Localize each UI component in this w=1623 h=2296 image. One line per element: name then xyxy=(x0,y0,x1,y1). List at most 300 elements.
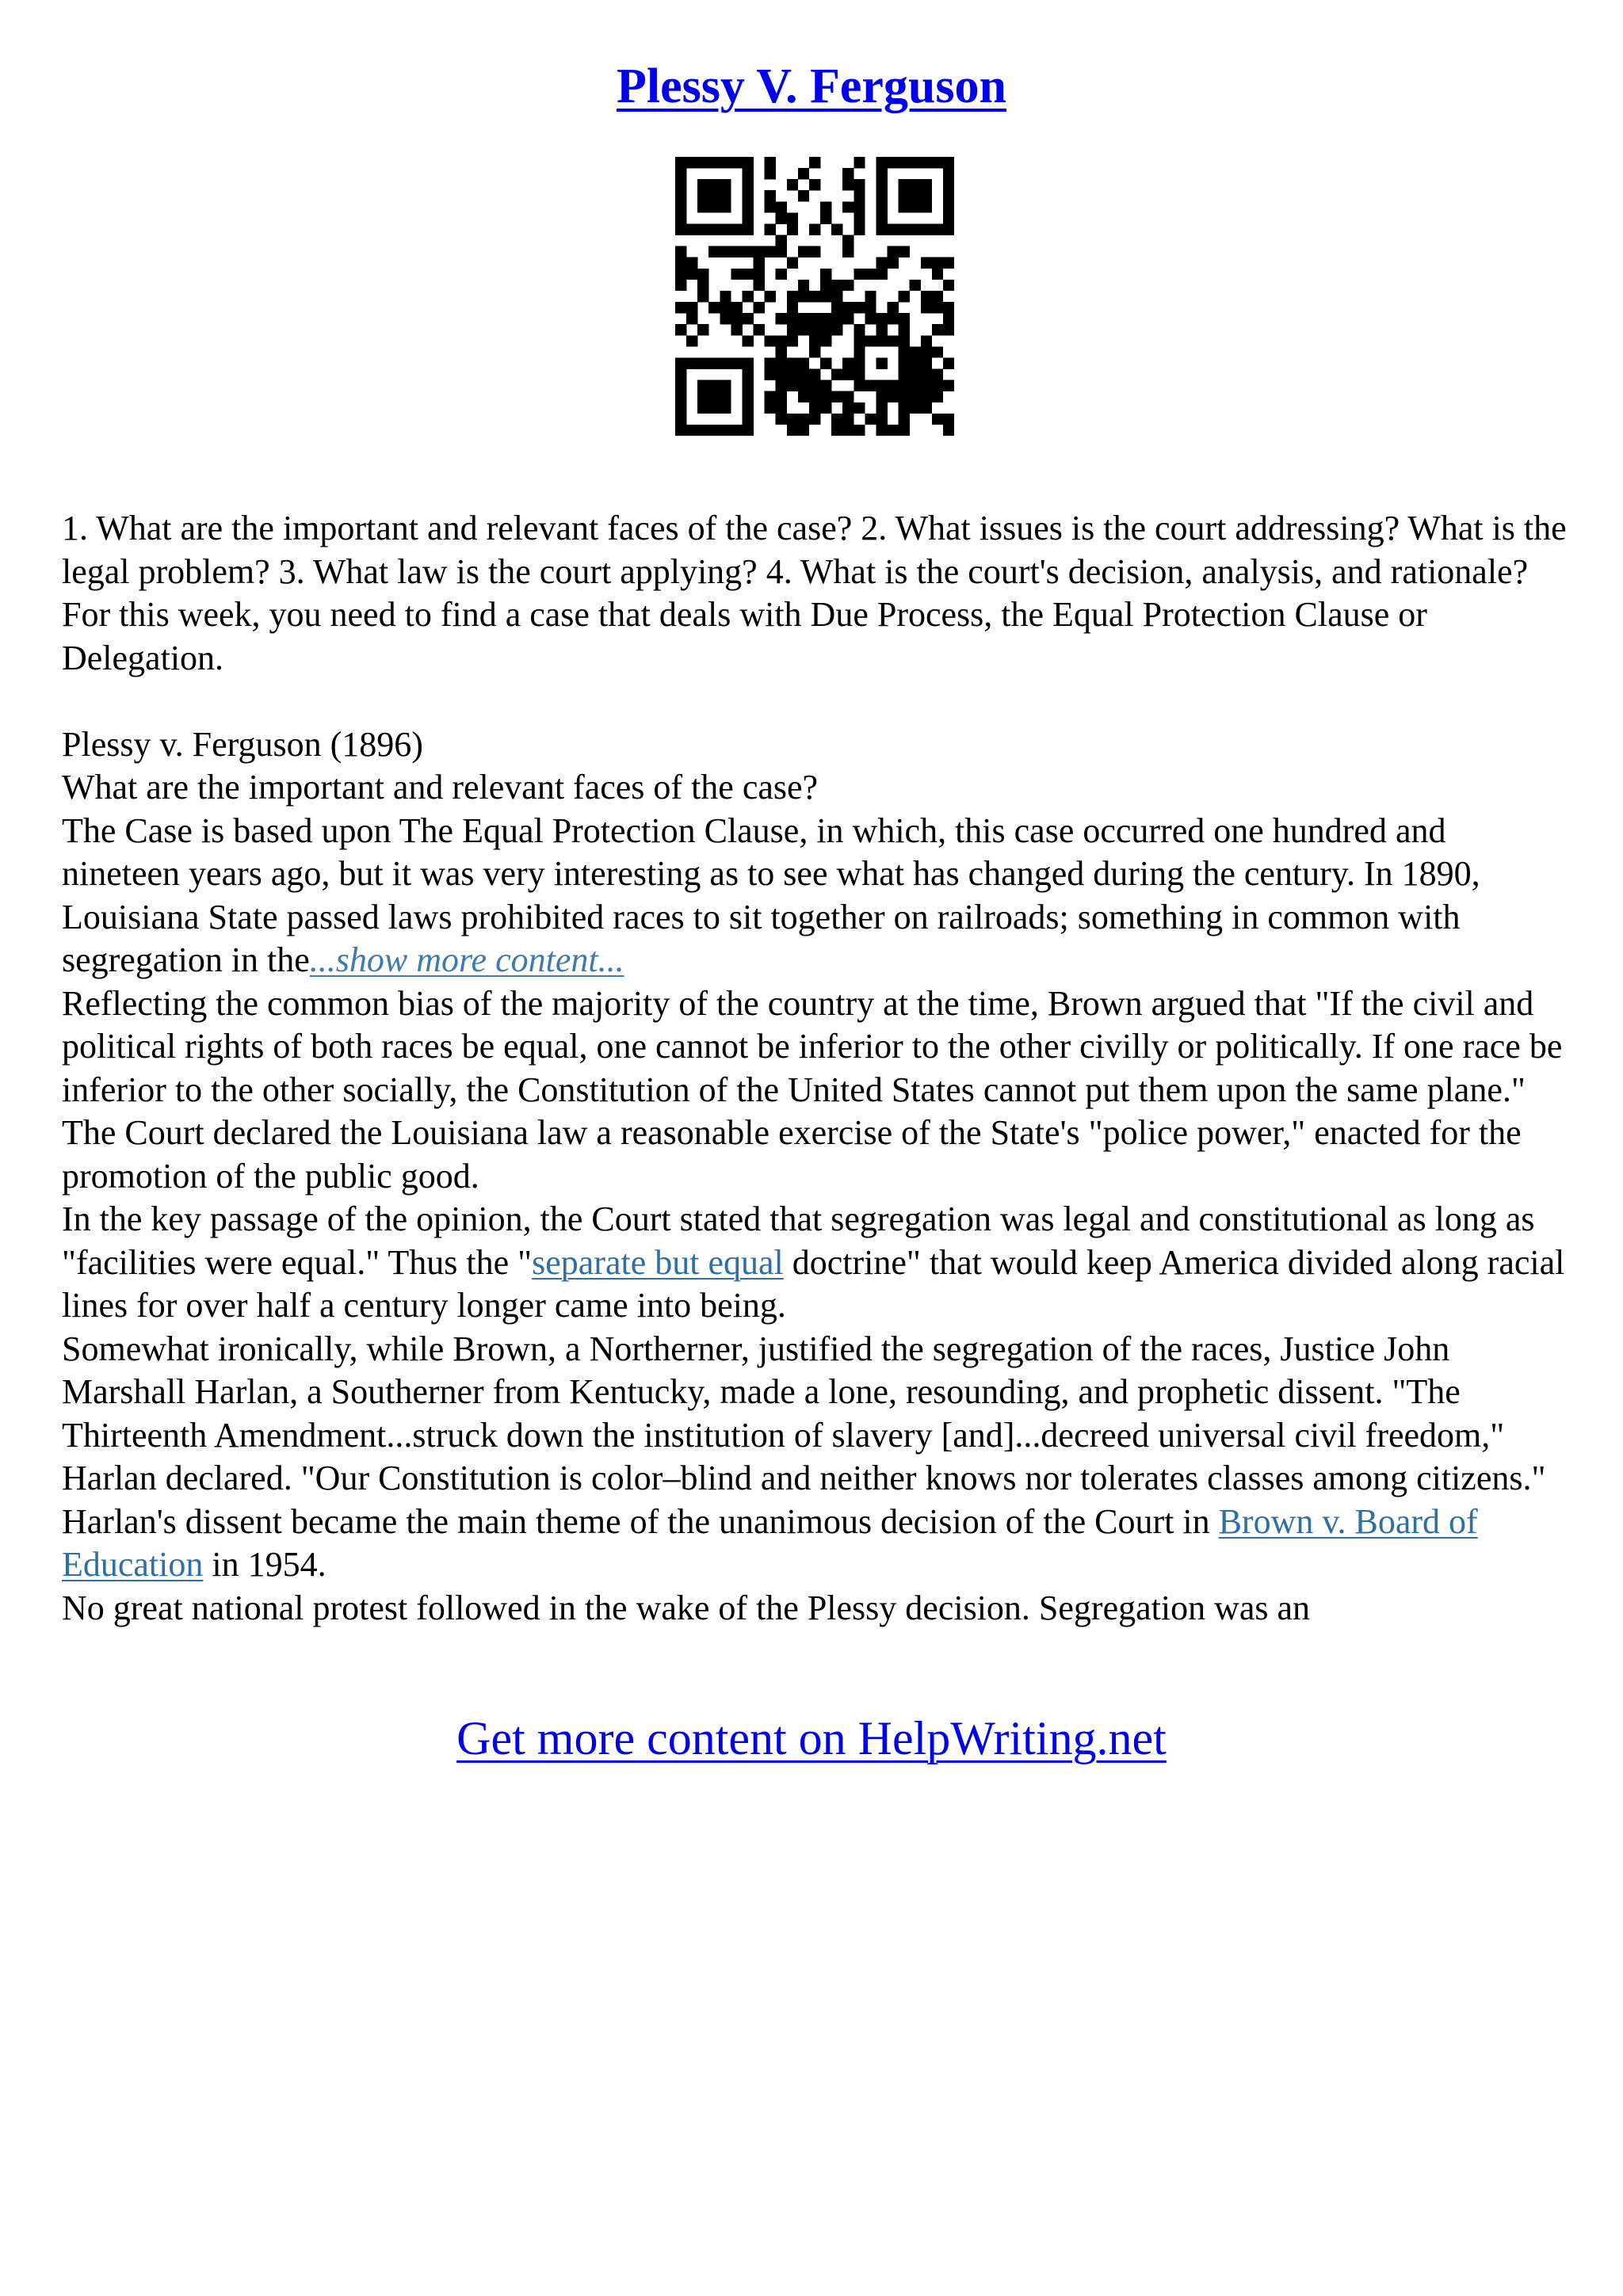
qr-module xyxy=(765,391,776,402)
case-facts-text: The Case is based upon The Equal Protection Clause, in which, this case occurred one hundred and nineteen years ago, but it was very interesting as to see what has changed during the century. In 1890, Louisiana State passed laws prohibited races to sit together on railroads; something in common with segregation in the xyxy=(62,810,1480,979)
qr-module xyxy=(809,335,820,346)
qr-module xyxy=(754,269,765,280)
qr-module xyxy=(776,346,787,357)
qr-module xyxy=(787,357,798,368)
qr-module xyxy=(720,246,731,257)
qr-module xyxy=(842,369,854,380)
qr-module xyxy=(731,357,742,368)
qr-module xyxy=(842,280,854,291)
qr-module xyxy=(776,391,787,402)
qr-module xyxy=(899,179,910,190)
qr-module xyxy=(854,223,865,235)
qr-module xyxy=(820,313,831,324)
qr-module xyxy=(787,291,798,302)
case-facts xyxy=(62,810,1572,982)
qr-module xyxy=(899,291,910,302)
qr-module xyxy=(675,391,686,402)
qr-module xyxy=(798,313,809,324)
qr-module xyxy=(798,324,809,335)
case-question: What are the important and relevant faces of the case? xyxy=(62,768,819,807)
qr-module xyxy=(921,357,932,368)
qr-module xyxy=(842,357,854,368)
qr-module xyxy=(921,369,932,380)
qr-module xyxy=(943,313,954,324)
qr-module xyxy=(899,246,910,257)
qr-module xyxy=(842,402,854,414)
qr-module xyxy=(876,357,887,368)
qr-module xyxy=(865,302,876,313)
qr-module xyxy=(742,269,753,280)
qr-module xyxy=(675,280,686,291)
qr-module xyxy=(798,357,809,368)
qr-module xyxy=(921,179,932,190)
qr-module xyxy=(708,391,720,402)
qr-module xyxy=(899,357,910,368)
qr-module xyxy=(809,223,820,235)
qr-module xyxy=(720,291,731,302)
qr-module xyxy=(708,357,720,368)
qr-module xyxy=(932,291,943,302)
qr-module xyxy=(675,212,686,223)
qr-module xyxy=(921,335,932,346)
paragraph-protest: No great national protest followed in the wake of the Plessy decision. Segregation was an xyxy=(62,1588,1311,1627)
qr-module xyxy=(820,402,831,414)
qr-module xyxy=(888,223,899,235)
qr-module xyxy=(899,335,910,346)
qr-module xyxy=(731,223,742,235)
qr-module xyxy=(943,190,954,201)
qr-module xyxy=(820,291,831,302)
qr-module xyxy=(686,257,697,269)
qr-module xyxy=(754,257,765,269)
qr-module xyxy=(686,269,697,280)
qr-module xyxy=(943,324,954,335)
qr-module xyxy=(776,313,787,324)
page-title-link[interactable]: Plessy V. Ferguson xyxy=(616,59,1007,113)
qr-module xyxy=(675,246,686,257)
qr-module xyxy=(932,302,943,313)
qr-module xyxy=(921,380,932,391)
qr-module xyxy=(765,291,776,302)
intro-questions: 1. What are the important and relevant faces of the case? 2. What issues is the court addressing? What is the legal problem? 3. What law is the court applying? 4. What is the court's decision, analysis, and rationale? xyxy=(62,509,1567,591)
qr-module xyxy=(697,357,708,368)
qr-module xyxy=(820,201,831,212)
qr-module xyxy=(876,313,887,324)
qr-module xyxy=(910,380,921,391)
qr-module xyxy=(776,235,787,246)
qr-module xyxy=(776,380,787,391)
get-more-content-link[interactable]: Get more content on HelpWriting.net xyxy=(456,1712,1167,1764)
qr-module xyxy=(697,201,708,212)
qr-module xyxy=(831,223,842,235)
qr-module xyxy=(842,302,854,313)
qr-module xyxy=(842,168,854,179)
qr-module xyxy=(787,380,798,391)
qr-module xyxy=(742,168,753,179)
qr-module xyxy=(820,324,831,335)
qr-module xyxy=(888,391,899,402)
qr-module xyxy=(686,425,697,436)
qr-module xyxy=(910,223,921,235)
qr-module xyxy=(675,190,686,201)
qr-module xyxy=(943,257,954,269)
qr-module xyxy=(675,201,686,212)
qr-module xyxy=(765,369,776,380)
qr-module xyxy=(731,269,742,280)
qr-module xyxy=(943,157,954,168)
qr-module xyxy=(876,335,887,346)
qr-module xyxy=(754,246,765,257)
qr-module xyxy=(765,357,776,368)
qr-module xyxy=(809,414,820,425)
qr-module xyxy=(742,391,753,402)
qr-module xyxy=(943,425,954,436)
qr-module xyxy=(943,302,954,313)
qr-module xyxy=(708,425,720,436)
qr-module xyxy=(899,414,910,425)
qr-module xyxy=(675,357,686,368)
qr-module xyxy=(932,414,943,425)
qr-module xyxy=(842,246,854,257)
qr-module xyxy=(731,157,742,168)
qr-module xyxy=(943,223,954,235)
qr-module xyxy=(932,346,943,357)
qr-module xyxy=(921,346,932,357)
qr-module xyxy=(742,369,753,380)
qr-module xyxy=(697,179,708,190)
qr-module xyxy=(888,313,899,324)
qr-module xyxy=(876,324,887,335)
qr-module xyxy=(854,335,865,346)
qr-module xyxy=(854,324,865,335)
qr-module xyxy=(697,269,708,280)
qr-module xyxy=(798,168,809,179)
qr-module xyxy=(720,313,731,324)
qr-module xyxy=(910,201,921,212)
qr-module xyxy=(899,346,910,357)
qr-module xyxy=(776,201,787,212)
qr-module xyxy=(876,168,887,179)
qr-module xyxy=(888,257,899,269)
qr-module xyxy=(765,335,776,346)
separate-but-equal-link[interactable]: separate but equal xyxy=(532,1242,784,1282)
qr-module xyxy=(765,190,776,201)
qr-module xyxy=(798,280,809,291)
qr-module xyxy=(865,269,876,280)
qr-module xyxy=(943,212,954,223)
qr-module xyxy=(842,391,854,402)
qr-module xyxy=(842,414,854,425)
qr-module xyxy=(731,425,742,436)
qr-module xyxy=(787,212,798,223)
qr-module xyxy=(943,380,954,391)
qr-module xyxy=(697,402,708,414)
qr-module xyxy=(842,235,854,246)
qr-module xyxy=(809,313,820,324)
qr-module xyxy=(731,302,742,313)
qr-module xyxy=(921,190,932,201)
qr-module xyxy=(888,335,899,346)
qr-module xyxy=(742,291,753,302)
qr-module xyxy=(798,190,809,201)
qr-module xyxy=(720,223,731,235)
qr-module xyxy=(697,190,708,201)
qr-module xyxy=(720,357,731,368)
key-passage-text-before: In the key passage of the opinion, the Court stated that segregation was legal and constitutional as long as "facilities were equal." Thus the " xyxy=(62,1199,1535,1282)
qr-module xyxy=(921,257,932,269)
qr-module xyxy=(888,246,899,257)
qr-module xyxy=(932,157,943,168)
qr-module xyxy=(865,313,876,324)
qr-module xyxy=(765,157,776,168)
qr-module xyxy=(742,414,753,425)
qr-module xyxy=(809,391,820,402)
qr-module xyxy=(809,179,820,190)
qr-module xyxy=(787,414,798,425)
qr-module xyxy=(854,190,865,201)
qr-module xyxy=(809,291,820,302)
qr-module xyxy=(809,346,820,357)
qr-module xyxy=(854,402,865,414)
qr-module xyxy=(686,302,697,313)
qr-module xyxy=(876,402,887,414)
qr-module xyxy=(787,335,798,346)
qr-module xyxy=(776,357,787,368)
qr-module xyxy=(686,157,697,168)
qr-module xyxy=(831,302,842,313)
qr-module xyxy=(798,391,809,402)
qr-module xyxy=(831,324,842,335)
qr-module xyxy=(697,380,708,391)
qr-module xyxy=(876,391,887,402)
qr-module xyxy=(708,380,720,391)
qr-module xyxy=(854,212,865,223)
qr-module xyxy=(820,280,831,291)
qr-module xyxy=(675,425,686,436)
qr-module xyxy=(888,157,899,168)
qr-module xyxy=(831,291,842,302)
qr-module xyxy=(742,380,753,391)
qr-module xyxy=(708,190,720,201)
qr-module xyxy=(876,257,887,269)
qr-module xyxy=(742,425,753,436)
qr-module xyxy=(787,179,798,190)
qr-module xyxy=(697,391,708,402)
qr-module xyxy=(876,212,887,223)
qr-module xyxy=(754,280,765,291)
qr-module xyxy=(675,269,686,280)
qr-module xyxy=(675,168,686,179)
qr-module xyxy=(675,414,686,425)
qr-module xyxy=(742,357,753,368)
case-heading: Plessy v. Ferguson (1896) xyxy=(62,724,423,764)
qr-module xyxy=(742,157,753,168)
qr-module xyxy=(675,369,686,380)
qr-module xyxy=(820,357,831,368)
qr-module xyxy=(798,369,809,380)
qr-module xyxy=(820,335,831,346)
qr-module xyxy=(820,391,831,402)
qr-module xyxy=(720,425,731,436)
qr-module xyxy=(675,302,686,313)
qr-module xyxy=(742,402,753,414)
qr-module xyxy=(932,380,943,391)
document-body xyxy=(62,507,1572,1630)
qr-module xyxy=(697,157,708,168)
qr-module xyxy=(876,179,887,190)
qr-module xyxy=(854,269,865,280)
qr-module xyxy=(943,201,954,212)
qr-module xyxy=(742,201,753,212)
qr-module xyxy=(742,246,753,257)
qr-module xyxy=(776,335,787,346)
qr-module xyxy=(809,324,820,335)
qr-module xyxy=(854,357,865,368)
qr-module xyxy=(765,402,776,414)
qr-module xyxy=(798,246,809,257)
qr-module xyxy=(876,269,887,280)
qr-module xyxy=(697,280,708,291)
qr-module xyxy=(876,380,887,391)
qr-module xyxy=(842,179,854,190)
qr-module xyxy=(697,324,708,335)
qr-module xyxy=(754,324,765,335)
qr-module xyxy=(742,179,753,190)
qr-module xyxy=(708,201,720,212)
qr-module xyxy=(910,157,921,168)
qr-module xyxy=(731,246,742,257)
qr-module xyxy=(776,414,787,425)
qr-module xyxy=(899,380,910,391)
footer-container xyxy=(0,1711,1623,1766)
key-passage-text-after: doctrine" that would keep America divided along racial lines for over half a century longer came into being. xyxy=(62,1242,1565,1325)
qr-module xyxy=(820,212,831,223)
qr-module xyxy=(910,369,921,380)
qr-module xyxy=(742,212,753,223)
qr-module xyxy=(943,414,954,425)
qr-module xyxy=(899,324,910,335)
qr-module xyxy=(899,313,910,324)
qr-module xyxy=(731,313,742,324)
qr-module xyxy=(742,190,753,201)
qr-module xyxy=(765,168,776,179)
qr-module xyxy=(842,313,854,324)
qr-module xyxy=(910,190,921,201)
qr-module xyxy=(697,425,708,436)
qr-module xyxy=(742,313,753,324)
qr-module xyxy=(910,280,921,291)
qr-module xyxy=(943,168,954,179)
qr-module xyxy=(686,223,697,235)
qr-module xyxy=(899,157,910,168)
qr-module xyxy=(809,246,820,257)
qr-module xyxy=(675,380,686,391)
qr-module xyxy=(910,346,921,357)
qr-module xyxy=(876,157,887,168)
qr-module xyxy=(865,380,876,391)
qr-module xyxy=(876,190,887,201)
qr-module xyxy=(765,246,776,257)
qr-module xyxy=(787,223,798,235)
qr-module xyxy=(910,391,921,402)
qr-module xyxy=(865,335,876,346)
qr-module xyxy=(831,280,842,291)
qr-module xyxy=(921,291,932,302)
qr-module xyxy=(899,425,910,436)
qr-module xyxy=(854,157,865,168)
qr-module xyxy=(876,425,887,436)
qr-module xyxy=(921,223,932,235)
brown-v-board-link[interactable]: Brown v. Board of Education xyxy=(62,1501,1478,1584)
qr-module xyxy=(742,223,753,235)
qr-module xyxy=(854,369,865,380)
qr-module xyxy=(765,201,776,212)
qr-code-graphic xyxy=(675,157,954,436)
qr-module xyxy=(776,212,787,223)
qr-module xyxy=(831,369,842,380)
qr-module xyxy=(787,313,798,324)
qr-module xyxy=(899,369,910,380)
qr-module xyxy=(910,357,921,368)
qr-module xyxy=(675,157,686,168)
show-more-link[interactable]: ...show more content... xyxy=(309,940,624,979)
qr-module xyxy=(776,402,787,414)
qr-module xyxy=(686,335,697,346)
qr-module xyxy=(720,391,731,402)
qr-module xyxy=(876,414,887,425)
qr-module xyxy=(708,246,720,257)
qr-module xyxy=(720,380,731,391)
qr-module xyxy=(842,201,854,212)
qr-module xyxy=(921,302,932,313)
qr-module xyxy=(842,425,854,436)
qr-module xyxy=(899,391,910,402)
qr-module xyxy=(888,302,899,313)
qr-module xyxy=(708,302,720,313)
qr-module xyxy=(754,302,765,313)
paragraph-harlan xyxy=(62,1328,1572,1587)
qr-module xyxy=(776,269,787,280)
qr-module xyxy=(899,402,910,414)
qr-module xyxy=(798,414,809,425)
qr-module xyxy=(675,179,686,190)
qr-module xyxy=(943,280,954,291)
qr-module xyxy=(932,369,943,380)
qr-module xyxy=(854,425,865,436)
qr-module xyxy=(787,324,798,335)
qr-module xyxy=(686,313,697,324)
qr-module xyxy=(831,313,842,324)
qr-module xyxy=(708,223,720,235)
qr-module xyxy=(720,302,731,313)
qr-module xyxy=(708,157,720,168)
qr-module xyxy=(742,335,753,346)
paragraph-key-passage xyxy=(62,1198,1572,1328)
harlan-text-before: Somewhat ironically, while Brown, a Northerner, justified the segregation of the races, Justice John Marshall Harlan, a Southerner from Kentucky, made a lone, resounding, and prophetic dissent. "The Thirteenth Amendment...struck down the institution of slavery [and]...decreed universal civil freedom," Harlan declared. "Our Constitution is color–blind and neither knows nor tolerates classes among citizens." Harlan's dissent became the main theme of the unanimous decision of the Court in xyxy=(62,1329,1546,1541)
qr-module xyxy=(675,223,686,235)
qr-module xyxy=(708,402,720,414)
qr-module xyxy=(720,157,731,168)
qr-module xyxy=(932,223,943,235)
qr-module xyxy=(720,402,731,414)
qr-module xyxy=(921,157,932,168)
qr-module xyxy=(787,425,798,436)
qr-module xyxy=(809,157,820,168)
qr-module xyxy=(854,380,865,391)
qr-module xyxy=(932,324,943,335)
qr-module xyxy=(921,201,932,212)
qr-module xyxy=(731,324,742,335)
